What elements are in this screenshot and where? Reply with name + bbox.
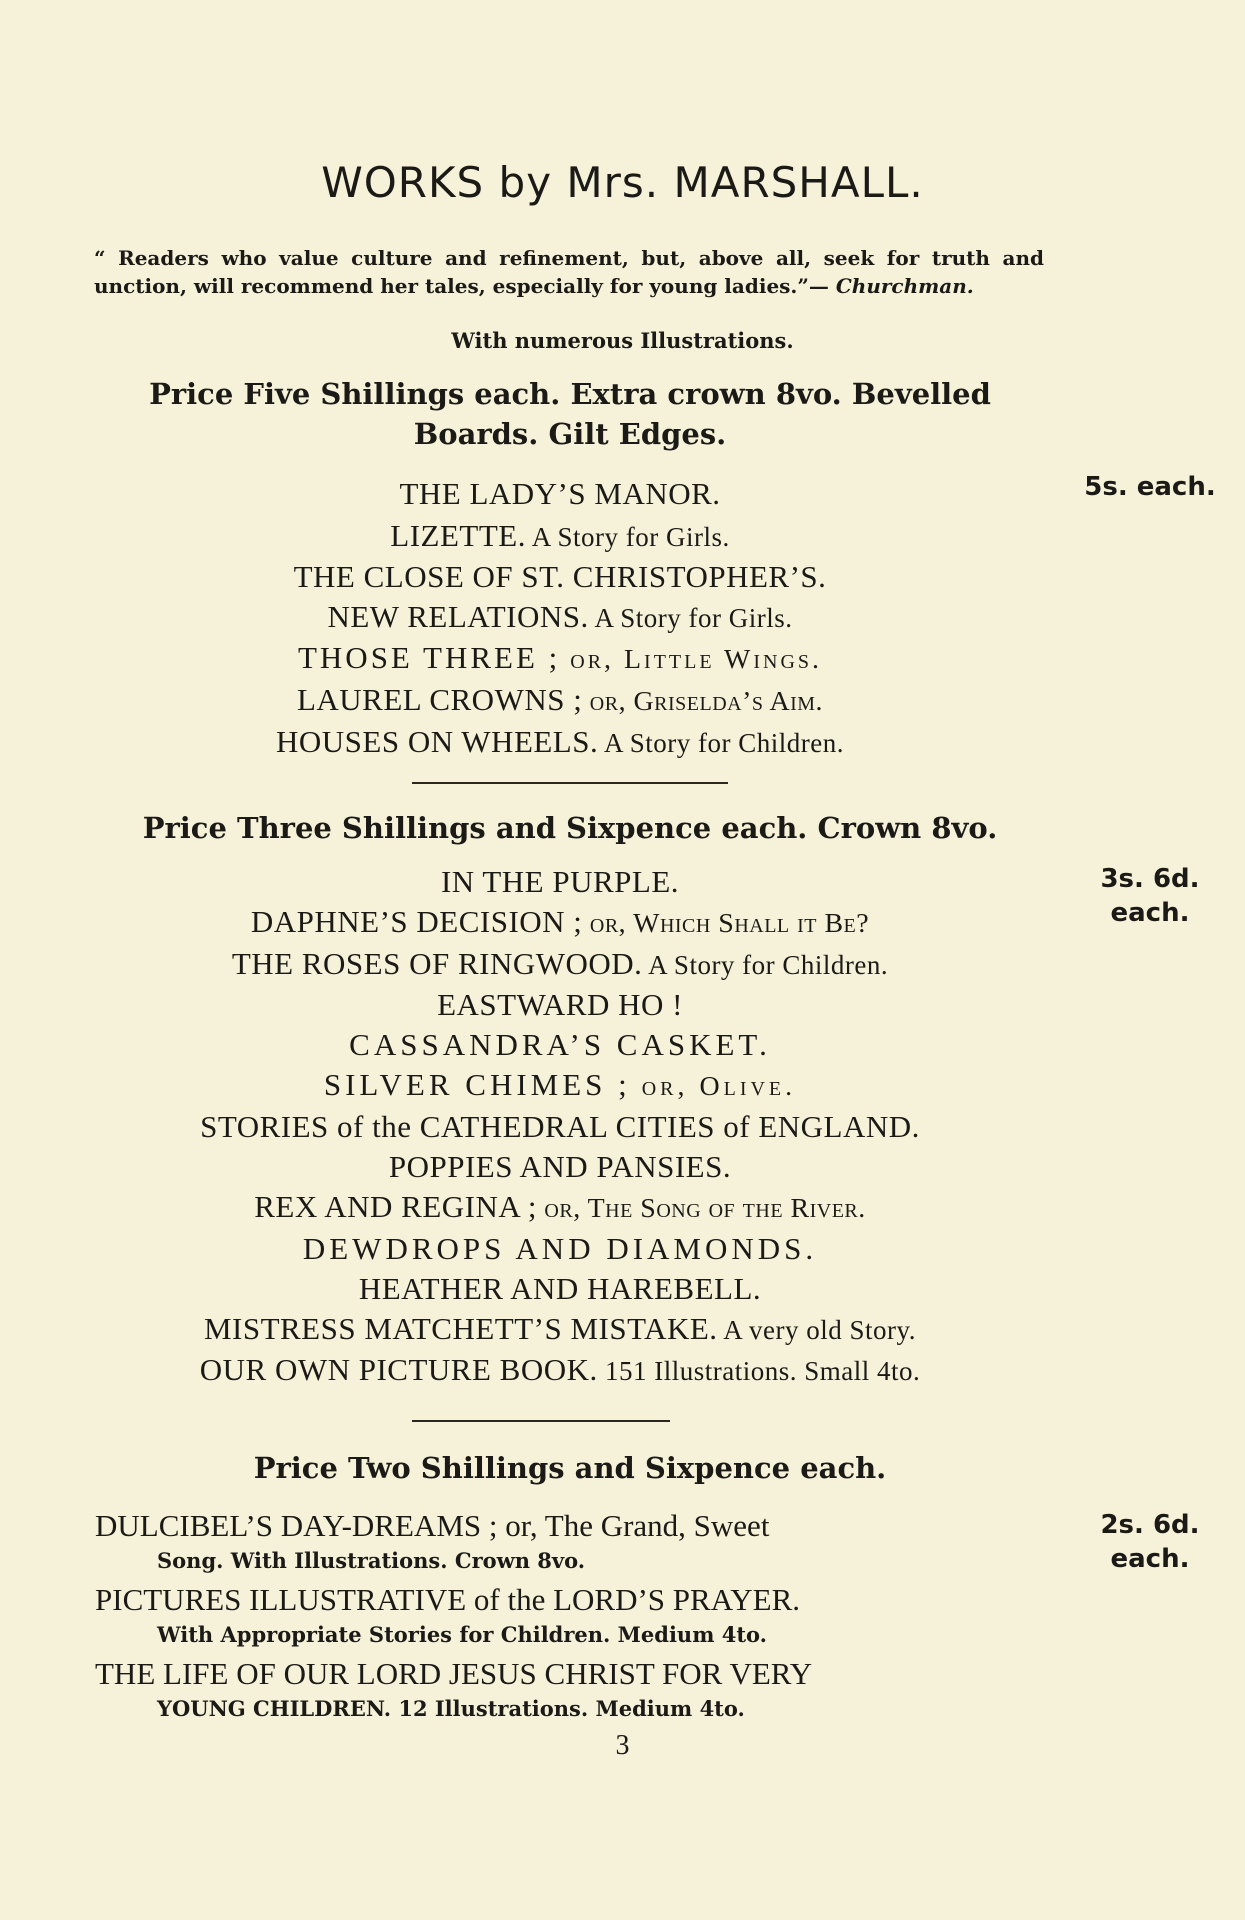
- section3-price: [1060, 1508, 1240, 1576]
- page-number: 3: [615, 1730, 630, 1761]
- section3-price-amount: 2s. 6d.: [1100, 1510, 1200, 1540]
- list-item: POPPIES AND PANSIES.: [388, 1149, 732, 1184]
- list-item: LIZETTE. A Story for Girls.: [390, 518, 730, 553]
- list-item: REX AND REGINA ; or, The Song of the River.: [254, 1189, 866, 1224]
- list-item: SILVER CHIMES ; or, Olive.: [323, 1067, 797, 1102]
- illustrations-note: With numerous Illustrations.: [451, 328, 794, 353]
- section3-price-each: each.: [1110, 1544, 1190, 1574]
- section2-heading: Price Three Shillings and Sixpence each. Crown 8vo.: [142, 811, 998, 845]
- section1-price: 5s. each.: [1084, 472, 1216, 502]
- section1-heading: [90, 374, 1050, 454]
- entry-title: THE LIFE OF OUR LORD JESUS CHRIST FOR VERY: [95, 1656, 813, 1691]
- list-item: EASTWARD HO !: [437, 987, 683, 1022]
- section3-list: [95, 1506, 1055, 1724]
- review-quote: [94, 244, 1044, 300]
- entry-title: PICTURES ILLUSTRATIVE of the LORD’S PRAYER.: [95, 1582, 800, 1617]
- list-item: MISTRESS MATCHETT’S MISTAKE. A very old Story.: [203, 1311, 917, 1346]
- list-item: THE CLOSE OF ST. CHRISTOPHER’S.: [293, 559, 827, 594]
- entry-title: DULCIBEL’S DAY-DREAMS ; or, The Grand, Sweet: [95, 1508, 770, 1543]
- section-divider: [412, 782, 728, 784]
- list-item: THOSE THREE ; or, Little Wings.: [297, 640, 822, 675]
- section2-price-amount: 3s. 6d.: [1100, 864, 1200, 894]
- list-item: [95, 1654, 1055, 1724]
- list-item: THE LADY’S MANOR.: [399, 476, 721, 511]
- page-title: WORKS by Mrs. MARSHALL.: [321, 158, 924, 207]
- section2-list: [70, 862, 1050, 1391]
- section2-price-each: each.: [1110, 898, 1190, 928]
- list-item: THE ROSES OF RINGWOOD. A Story for Children.: [231, 946, 889, 981]
- list-item: DEWDROPS AND DIAMONDS.: [302, 1231, 818, 1266]
- entry-detail: Song. With Illustrations. Crown 8vo.: [157, 1548, 586, 1573]
- section1-heading-line1: Price Five Shillings each. Extra crown 8vo. Bevelled: [149, 377, 991, 411]
- entry-detail: YOUNG CHILDREN. 12 Illustrations. Medium 4to.: [157, 1696, 745, 1721]
- section3-heading: Price Two Shillings and Sixpence each.: [253, 1451, 887, 1485]
- entry-detail: With Appropriate Stories for Children. Medium 4to.: [157, 1622, 767, 1647]
- list-item: HEATHER AND HAREBELL.: [358, 1271, 762, 1306]
- section1-heading-line2: Boards. Gilt Edges.: [413, 417, 727, 451]
- section1-list: [70, 474, 1050, 763]
- list-item: IN THE PURPLE.: [440, 864, 680, 899]
- list-item: [95, 1506, 1055, 1576]
- section2-price: [1060, 862, 1240, 930]
- list-item: DAPHNE’S DECISION ; or, Which Shall it Be?: [250, 904, 870, 939]
- quote-text: “ Readers who value culture and refinement, but, above all, seek for truth and unction, will recommend her tales, especially for young ladies.”—: [94, 246, 1044, 298]
- section-divider: [412, 1420, 670, 1422]
- list-item: CASSANDRA’S CASKET.: [349, 1027, 771, 1062]
- list-item: [95, 1580, 1055, 1650]
- quote-source: Churchman.: [835, 274, 974, 298]
- list-item: OUR OWN PICTURE BOOK. 151 Illustrations. Small 4to.: [199, 1352, 921, 1387]
- list-item: STORIES of the CATHEDRAL CITIES of ENGLAND.: [200, 1109, 920, 1144]
- list-item: LAUREL CROWNS ; or, Griselda’s Aim.: [296, 682, 824, 717]
- list-item: HOUSES ON WHEELS. A Story for Children.: [276, 724, 844, 759]
- list-item: NEW RELATIONS. A Story for Girls.: [327, 599, 793, 634]
